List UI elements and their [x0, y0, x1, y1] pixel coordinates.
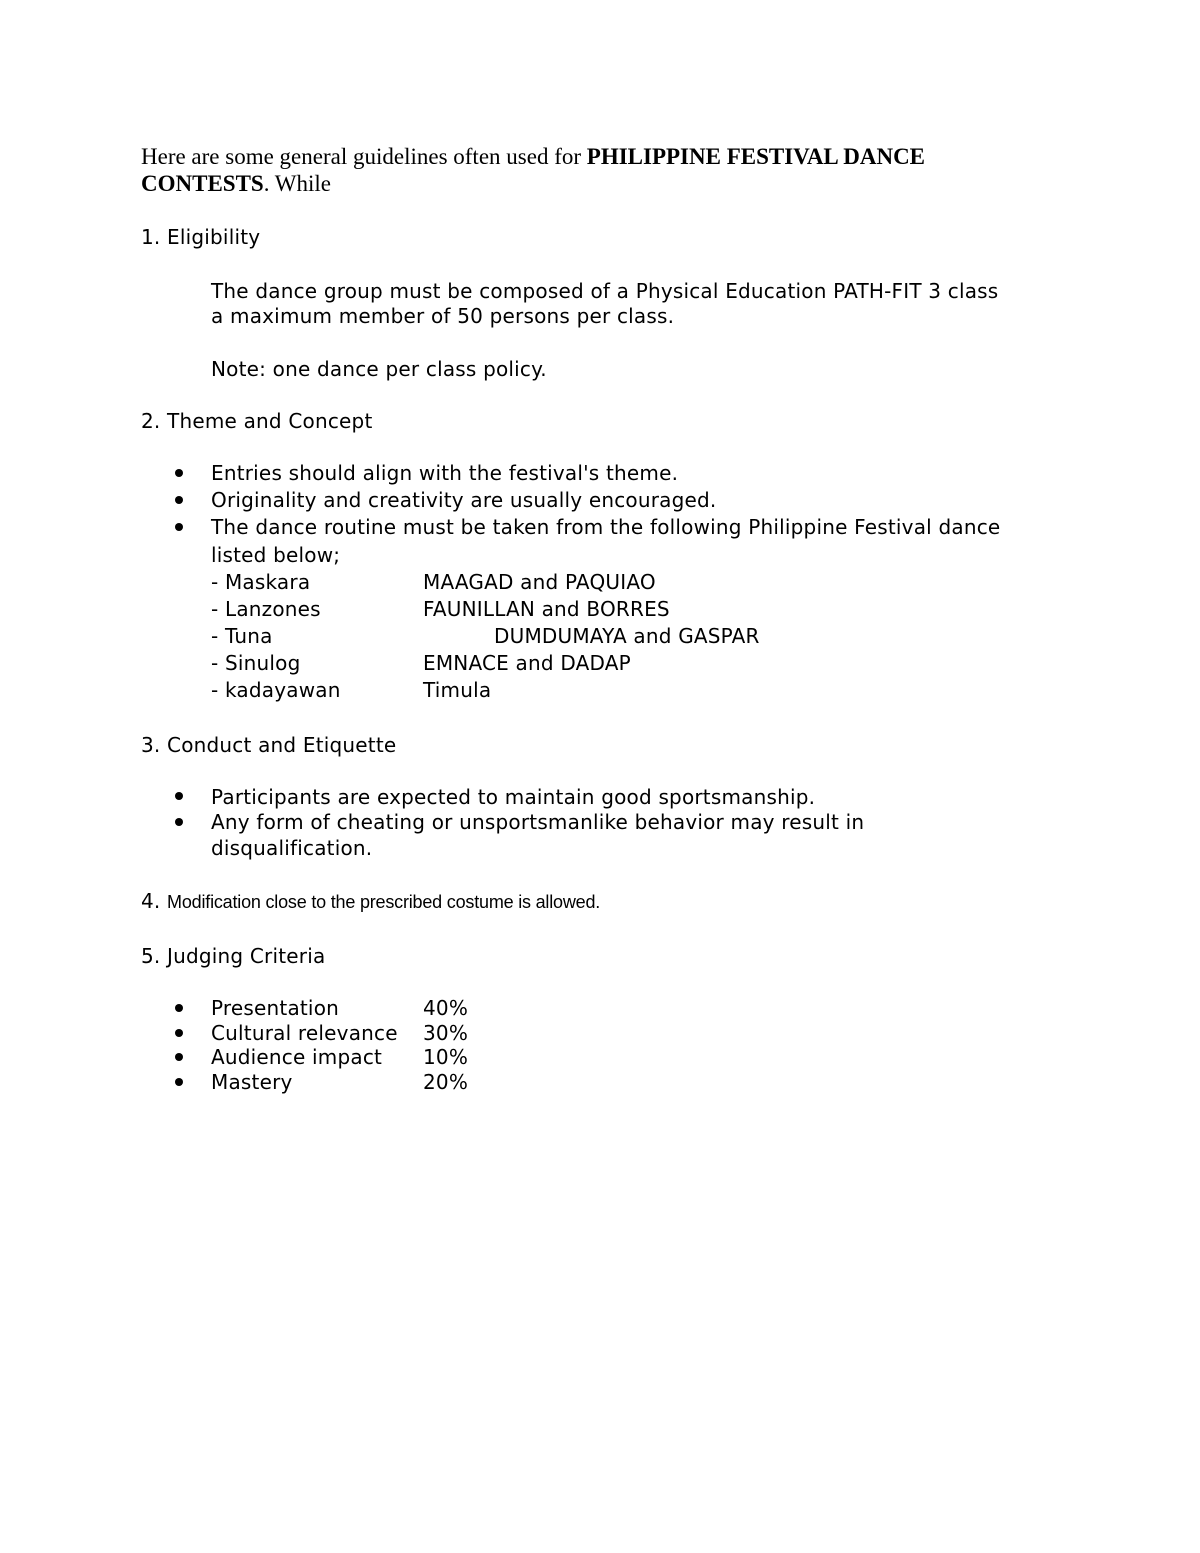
criteria-label: Mastery: [211, 1070, 293, 1094]
intro-text: Here are some general guidelines often used for: [141, 144, 587, 169]
section-heading-conduct: 3. Conduct and Etiquette: [141, 733, 397, 757]
criteria-label: Audience impact: [211, 1045, 383, 1069]
theme-bullet-3: The dance routine must be taken from the following Philippine Festival dance: [211, 515, 1001, 539]
bullet-icon: [175, 792, 183, 800]
eligibility-paragraph-line-1: The dance group must be composed of a Physical Education PATH-FIT 3 class: [211, 279, 999, 303]
bullet-icon: [175, 818, 183, 826]
eligibility-paragraph-line-2: a maximum member of 50 persons per class.: [211, 304, 675, 328]
theme-bullet-3-cont: listed below;: [211, 543, 341, 567]
bullet-icon: [175, 523, 183, 531]
dance-name: - Sinulog: [211, 651, 301, 675]
criteria-percent: 40%: [423, 996, 469, 1020]
criteria-label: Presentation: [211, 996, 340, 1020]
intro-line-2: [141, 171, 331, 197]
dance-name: - Maskara: [211, 570, 311, 594]
conduct-bullet-1: Participants are expected to maintain good sportsmanship.: [211, 785, 816, 809]
bullet-icon: [175, 1029, 183, 1037]
bullet-icon: [175, 1004, 183, 1012]
dance-name: - kadayawan: [211, 678, 341, 702]
intro-bold-title: PHILIPPINE FESTIVAL DANCE: [586, 144, 926, 169]
modification-number: 4.: [141, 889, 168, 913]
conduct-bullet-2-cont: disqualification.: [211, 836, 373, 860]
dance-assigned: MAAGAD and PAQUIAO: [423, 570, 656, 594]
bullet-icon: [175, 469, 183, 477]
conduct-bullet-2: Any form of cheating or unsportsmanlike behavior may result in: [211, 810, 865, 834]
bullet-icon: [175, 496, 183, 504]
modification-text: Modification close to the prescribed costume is allowed.: [167, 892, 601, 912]
theme-bullet-2: Originality and creativity are usually encouraged.: [211, 488, 717, 512]
criteria-percent: 20%: [423, 1070, 469, 1094]
eligibility-note: Note: one dance per class policy.: [211, 357, 547, 381]
dance-assigned: Timula: [423, 678, 492, 702]
criteria-label: Cultural relevance: [211, 1021, 398, 1045]
section-heading-judging: 5. Judging Criteria: [141, 944, 326, 968]
intro-text-after: . While: [263, 171, 332, 196]
intro-line-1: [141, 144, 925, 170]
section-modification: [141, 889, 600, 913]
criteria-percent: 10%: [423, 1045, 469, 1069]
section-heading-theme: 2. Theme and Concept: [141, 409, 373, 433]
dance-assigned: DUMDUMAYA and GASPAR: [494, 624, 760, 648]
theme-bullet-1: Entries should align with the festival's theme.: [211, 461, 679, 485]
intro-bold-title-cont: CONTESTS: [141, 171, 264, 196]
dance-name: - Lanzones: [211, 597, 321, 621]
section-heading-eligibility: 1. Eligibility: [141, 225, 261, 249]
criteria-percent: 30%: [423, 1021, 469, 1045]
dance-name: - Tuna: [211, 624, 273, 648]
dance-assigned: EMNACE and DADAP: [423, 651, 631, 675]
dance-assigned: FAUNILLAN and BORRES: [423, 597, 670, 621]
bullet-icon: [175, 1078, 183, 1086]
bullet-icon: [175, 1053, 183, 1061]
